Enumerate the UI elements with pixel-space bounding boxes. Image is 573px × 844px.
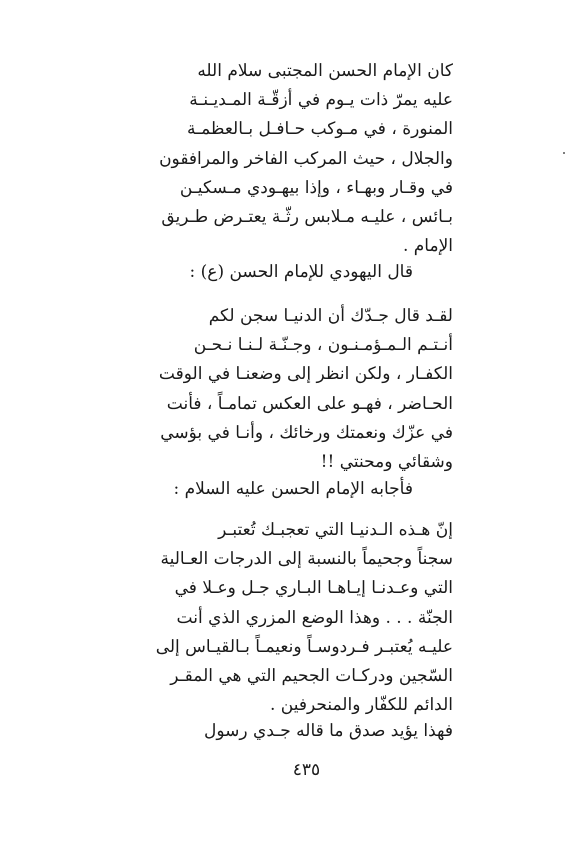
text-line: أنـتـم الـمـؤمـنـون ، وجـنّـة لـنـا نـحـن — [193, 335, 453, 356]
text-line: التي وعـدنـا إيـاهـا البـاري جـل وعـلا في — [174, 578, 453, 599]
text-line: المنورة ، في مـوكب حـافـل بـالعظمـة — [186, 119, 453, 140]
text-line: الكفـار ، ولكن انظر إلى وضعنـا في الوقت — [158, 364, 453, 385]
paragraph-imam-reply — [148, 516, 453, 720]
text-line: الإمام . — [402, 236, 453, 257]
text-line: قال اليهودي للإمام الحسن (ع) : — [189, 262, 413, 282]
text-line: لقـد قال جـدّك أن الدنيـا سجن لكم — [208, 306, 453, 326]
text-line: السّجين ودركـات الجحيم التي هي المقـر — [170, 666, 453, 687]
text-line: إنّ هـذه الـدنيـا التي تعجبـك تُعتبـر — [218, 520, 453, 540]
speaker-label-jew — [148, 258, 413, 287]
text-line: بـائس ، عليـه مـلابس رثّـة يعتـرض طـريق — [161, 207, 453, 228]
text-line: في وقـار وبهـاء ، وإذا بيهـودي مـسكيـن — [179, 177, 453, 198]
scan-speck — [563, 152, 565, 154]
text-line: الحـاضر ، فهـو على العكس تمامـاً ، فأنت — [166, 393, 453, 414]
text-line: عليـه يُعتبـر فـردوسـاً ونعيمـاً بـالقيـاس إلى — [155, 636, 453, 657]
speaker-label-imam — [148, 475, 413, 504]
text-line: فأجابه الإمام الحسن عليه السلام : — [173, 479, 413, 499]
text-line: الجنّة . . . وهذا الوضع المزري الذي أنت — [176, 607, 453, 628]
text-line: وشقائي ومحنتي !! — [320, 452, 453, 473]
text-line: سجناً وجحيماً بالنسبة إلى الدرجات العـالية — [160, 549, 453, 570]
paragraph-conclusion — [148, 717, 453, 746]
paragraph-jew-speech — [148, 302, 453, 477]
page-number: ٤٣٥ — [292, 760, 321, 780]
paragraph-procession — [148, 57, 453, 261]
text-line: عليه يمرّ ذات يـوم في أزقّـة المـديـنـة — [189, 90, 453, 111]
text-line: كان الإمام الحسن المجتبى سلام الله — [197, 61, 453, 81]
text-line: في عزّك ونعمتك ورخائك ، وأنـا في بؤسي — [160, 422, 453, 443]
text-line: فهذا يؤيد صدق ما قاله جـدي رسول — [204, 721, 453, 741]
text-line: الدائم للكفّار والمنحرفين . — [269, 695, 453, 716]
text-line: والجلال ، حيث المركب الفاخر والمرافقون — [159, 148, 453, 169]
